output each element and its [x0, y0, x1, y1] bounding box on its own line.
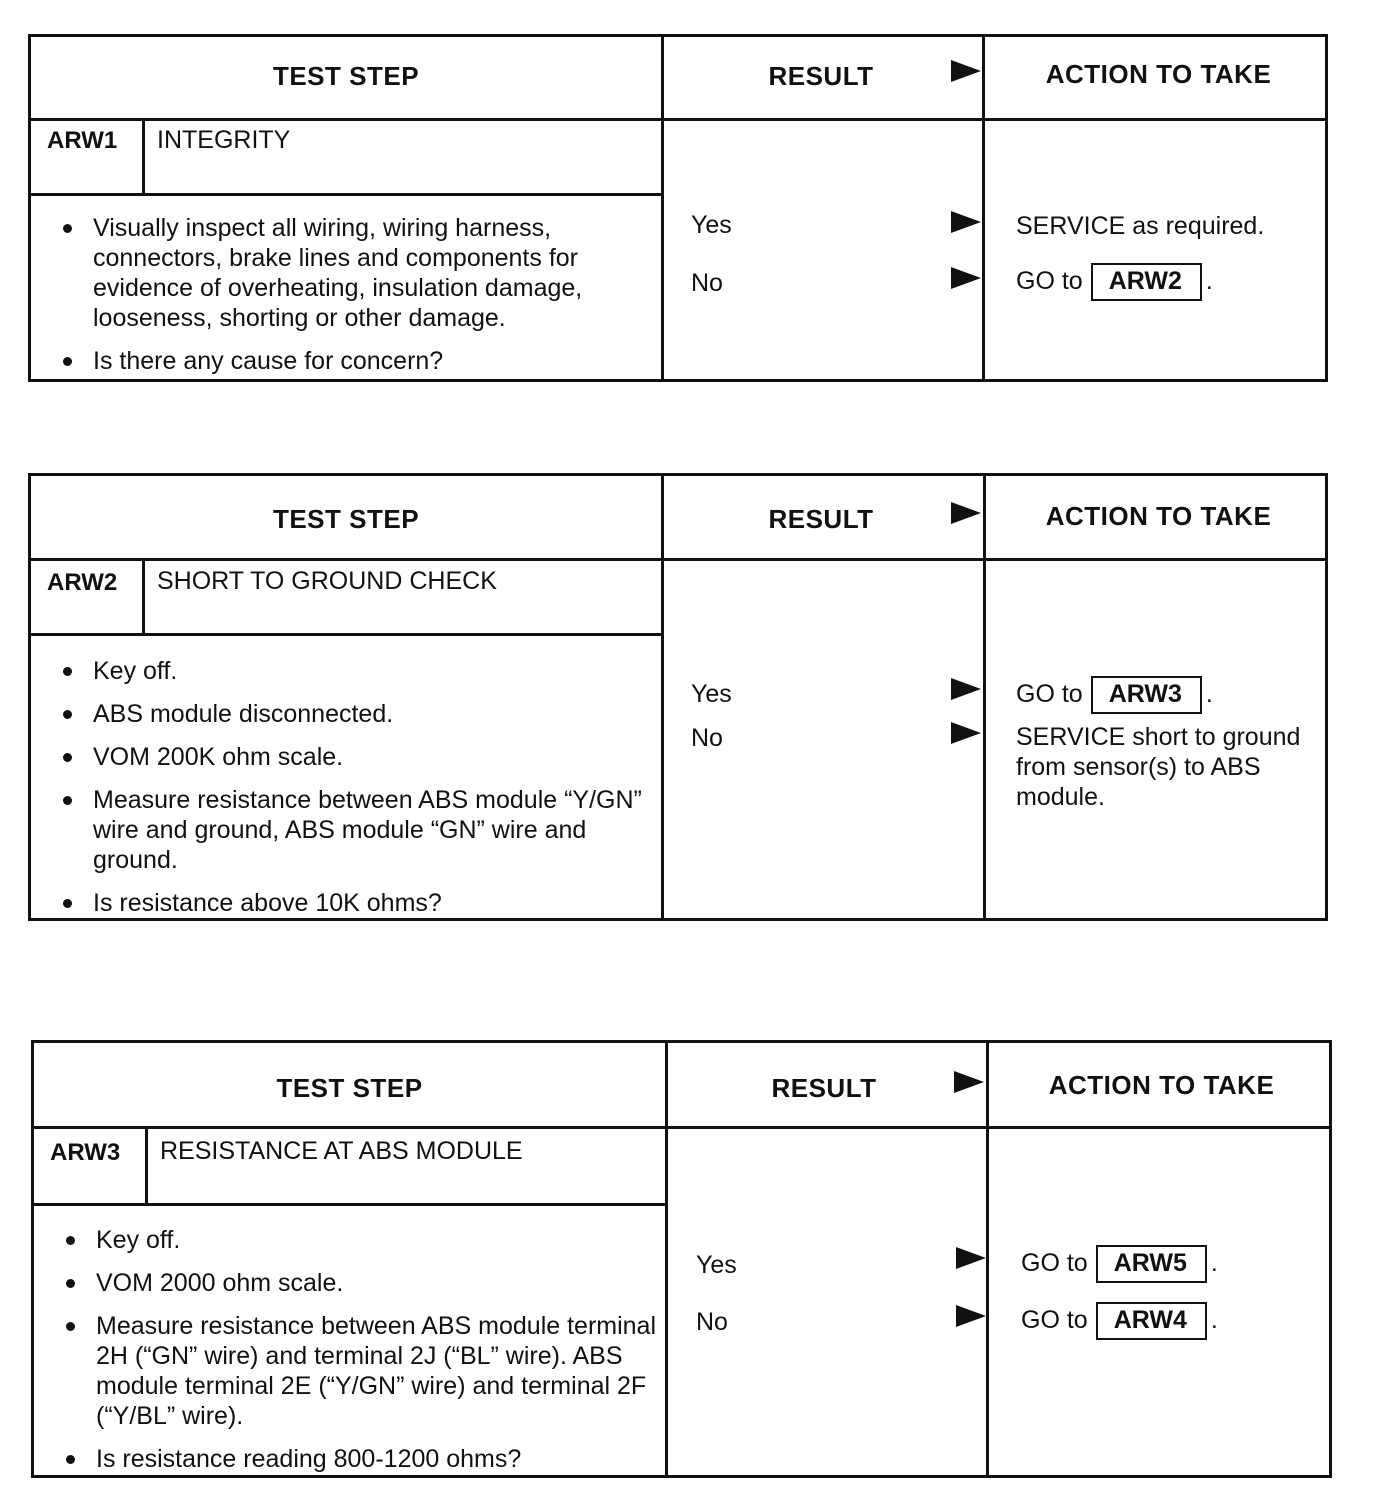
bullet-icon [63, 224, 72, 233]
action-header: ACTION TO TAKE [1045, 59, 1272, 89]
bullet-icon [66, 1279, 75, 1288]
step-id: ARW3 [50, 1139, 121, 1166]
step-instructions [63, 656, 653, 931]
instruction-item: VOM 2000 ohm scale. [66, 1268, 656, 1298]
bullet-icon [63, 667, 72, 676]
header-arrow-icon [951, 502, 981, 524]
result-no: No [691, 269, 723, 297]
action-header: ACTION TO TAKE [1045, 501, 1272, 531]
test-step-table-arw2 [28, 473, 1328, 921]
bullet-icon [63, 796, 72, 805]
result-header: RESULT [768, 61, 874, 91]
action-prefix: GO to [1021, 1249, 1088, 1277]
result-header: RESULT [768, 504, 874, 534]
step-title: SHORT TO GROUND CHECK [157, 567, 497, 595]
action-no [1021, 1302, 1331, 1340]
action-prefix: GO to [1021, 1306, 1088, 1334]
action-no [1016, 263, 1326, 301]
result-header: RESULT [771, 1073, 877, 1103]
instruction-item: Is resistance reading 800-1200 ohms? [66, 1444, 656, 1474]
header-arrow-icon [954, 1071, 984, 1093]
bullet-icon [63, 710, 72, 719]
test-step-header: TEST STEP [276, 1073, 423, 1103]
test-step-header: TEST STEP [272, 61, 420, 91]
action-no [1016, 722, 1326, 812]
test-step-header: TEST STEP [272, 504, 420, 534]
instruction-item: Is there any cause for concern? [63, 346, 653, 376]
bullet-icon [66, 1455, 75, 1464]
arrow-no-icon [951, 267, 981, 289]
step-title: RESISTANCE AT ABS MODULE [160, 1137, 523, 1165]
arrow-yes-icon [951, 678, 981, 700]
step-reference-link[interactable]: ARW5 [1096, 1245, 1207, 1283]
action-text: SERVICE short to ground from sensor(s) to ABS module. [1016, 723, 1301, 811]
action-yes [1016, 676, 1326, 714]
action-prefix: GO to [1016, 680, 1083, 708]
instruction-item: Key off. [66, 1225, 656, 1255]
instruction-item: Visually inspect all wiring, wiring harness, connectors, brake lines and components for evidence of overheating, insulation damage, looseness, shorting or other damage. [63, 213, 653, 333]
bullet-icon [66, 1322, 75, 1331]
instruction-item: Measure resistance between ABS module “Y/GN” wire and ground, ABS module “GN” wire and ground. [63, 785, 653, 875]
step-reference-link[interactable]: ARW3 [1091, 676, 1202, 714]
bullet-icon [63, 357, 72, 366]
arrow-yes-icon [956, 1247, 986, 1269]
step-instructions [63, 213, 653, 389]
instruction-item: VOM 200K ohm scale. [63, 742, 653, 772]
bullet-icon [66, 1236, 75, 1245]
action-header: ACTION TO TAKE [1048, 1070, 1275, 1100]
step-reference-link[interactable]: ARW2 [1091, 263, 1202, 301]
result-yes: Yes [691, 211, 732, 239]
instruction-item: ABS module disconnected. [63, 699, 653, 729]
result-no: No [696, 1308, 728, 1336]
result-yes: Yes [691, 680, 732, 708]
result-yes: Yes [696, 1251, 737, 1279]
result-no: No [691, 724, 723, 752]
instruction-item: Key off. [63, 656, 653, 686]
instruction-item: Measure resistance between ABS module terminal 2H (“GN” wire) and terminal 2J (“BL” wire). ABS module terminal 2E (“Y/GN” wire) and terminal 2F (“Y/BL” wire). [66, 1311, 656, 1431]
step-instructions [66, 1225, 656, 1487]
test-step-table-arw1 [28, 34, 1328, 382]
bullet-icon [63, 899, 72, 908]
action-text: SERVICE as required. [1016, 212, 1265, 240]
step-id: ARW2 [47, 569, 118, 596]
header-arrow-icon [951, 60, 981, 82]
bullet-icon [63, 753, 72, 762]
arrow-no-icon [951, 722, 981, 744]
action-prefix: GO to [1016, 267, 1083, 295]
action-suffix: . [1205, 680, 1213, 708]
arrow-yes-icon [951, 211, 981, 233]
test-step-table-arw3 [31, 1040, 1332, 1478]
step-reference-link[interactable]: ARW4 [1096, 1302, 1207, 1340]
action-suffix: . [1210, 1306, 1218, 1334]
step-id: ARW1 [47, 127, 118, 154]
action-yes [1016, 211, 1326, 241]
action-suffix: . [1210, 1249, 1218, 1277]
arrow-no-icon [956, 1305, 986, 1327]
instruction-item: Is resistance above 10K ohms? [63, 888, 653, 918]
action-suffix: . [1205, 267, 1213, 295]
step-title: INTEGRITY [157, 126, 291, 154]
action-yes [1021, 1245, 1331, 1283]
